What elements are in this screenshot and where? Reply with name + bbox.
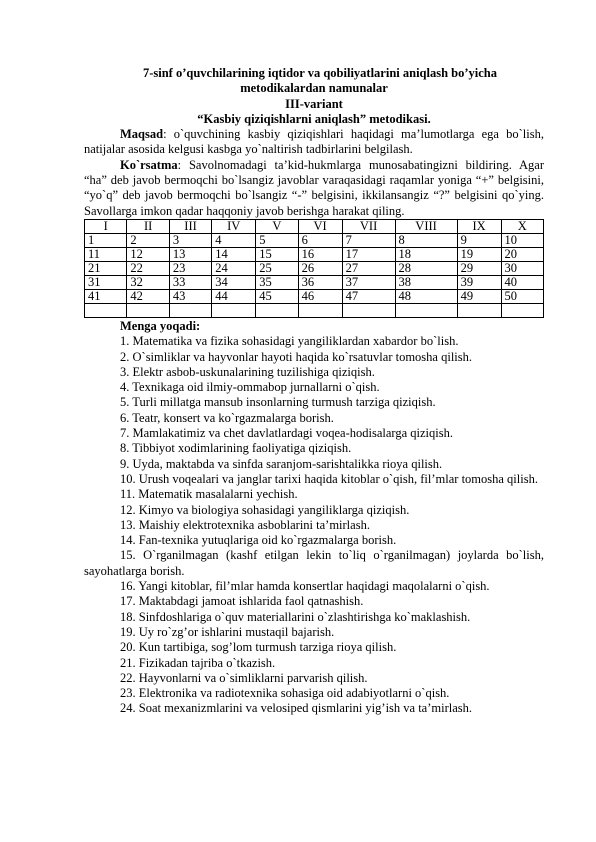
table-cell: 10 [501,233,543,247]
list-item: 13. Maishiy elektrotexnika asboblarini ta’mirlash. [120,517,370,532]
table-cell[interactable] [457,303,501,317]
table-cell: 16 [298,247,342,261]
table-cell: 45 [256,289,298,303]
table-cell: 46 [298,289,342,303]
goal-text: : o`quvchining kasbiy qiziqishlari haqidagi ma’lumotlarga ega bo`lish, natijalar asosida kelgusi kasbga yo`naltirish tadbirlarini belgilash. [84,127,544,157]
table-cell: 41 [85,289,127,303]
table-cell: 5 [256,233,298,247]
table-cell: 6 [298,233,342,247]
column-header: IX [457,219,501,233]
table-cell: 31 [85,275,127,289]
variant-label: III-variant [285,96,343,111]
table-cell: 7 [342,233,395,247]
table-cell: 22 [127,261,169,275]
list-item: 20. Kun tartibiga, sog’lom turmush tarziga rioya qilish. [120,640,397,655]
table-cell: 29 [457,261,501,275]
list-item: 11. Matematik masalalarni yechish. [120,487,298,502]
list-item: 22. Hayvonlarni va o`simliklarni parvarish qilish. [120,670,368,685]
answer-sheet-table [84,219,544,318]
list-item: 6. Teatr, konsert va ko`rgazmalarga borish. [120,410,334,425]
document-title: 7-sinf o’quvchilarining iqtidor va qobiliyatlarini aniqlash bo’yicha [142,66,498,80]
table-row [85,289,544,303]
list-item: 7. Mamlakatimiz va chet davlatlardagi voqea-hodisalarga qiziqish. [120,426,453,441]
goal-paragraph [84,127,544,158]
table-cell[interactable] [256,303,298,317]
table-cell[interactable] [127,303,169,317]
table-cell[interactable] [342,303,395,317]
table-cell: 12 [127,247,169,261]
table-cell: 33 [169,275,211,289]
table-cell: 15 [256,247,298,261]
table-row [85,233,544,247]
table-cell: 44 [212,289,256,303]
table-cell: 40 [501,275,543,289]
table-cell: 3 [169,233,211,247]
list-item: 16. Yangi kitoblar, fil’mlar hamda konsertlar haqidagi maqolalarni o`qish. [120,579,490,594]
table-cell: 43 [169,289,211,303]
table-cell: 38 [395,275,457,289]
table-cell: 36 [298,275,342,289]
list-item: 4. Texnikaga oid ilmiy-ommabop jurnallarni o`qish. [120,380,380,395]
list-item: 19. Uy ro`zg’or ishlarini mustaqil bajarish. [120,624,335,639]
table-cell: 47 [342,289,395,303]
column-header: III [169,219,211,233]
table-header-row [85,219,544,233]
table-row [85,275,544,289]
table-cell: 13 [169,247,211,261]
table-cell: 25 [256,261,298,275]
table-row [85,247,544,261]
table-cell[interactable] [169,303,211,317]
table-cell[interactable] [212,303,256,317]
table-cell: 11 [85,247,127,261]
table-cell: 28 [395,261,457,275]
list-item: 17. Maktabdagi jamoat ishlarida faol qatnashish. [120,594,364,609]
likes-section [84,319,544,717]
table-cell: 8 [395,233,457,247]
table-cell: 27 [342,261,395,275]
list-item: 1. Matematika va fizika sohasidagi yangiliklardan xabardor bo`lish. [120,334,459,349]
table-cell: 35 [256,275,298,289]
column-header: VII [342,219,395,233]
likes-heading: Menga yoqadi: [120,318,201,333]
column-header: VIII [395,219,457,233]
list-item: 12. Kimyo va biologiya sohasidagi yangiliklarga qiziqish. [120,502,410,517]
table-cell[interactable] [395,303,457,317]
table-cell: 4 [212,233,256,247]
list-item: 18. Sinfdoshlariga o`quv materiallarini o`zlashtirishga ko`maklashish. [120,609,471,624]
document-subtitle: metodikalardan namunalar [240,81,388,96]
table-cell: 21 [85,261,127,275]
likes-list [84,334,544,716]
table-cell[interactable] [298,303,342,317]
table-cell: 37 [342,275,395,289]
method-title: “Kasbiy qiziqishlarni aniqlash” metodikasi. [197,111,431,126]
table-cell: 24 [212,261,256,275]
column-header: V [256,219,298,233]
list-item: 14. Fan-texnika yutuqlariga oid ko`rgazmalarga borish. [120,533,397,548]
table-cell[interactable] [85,303,127,317]
table-cell: 14 [212,247,256,261]
table-cell: 30 [501,261,543,275]
column-header: VI [298,219,342,233]
table-cell: 18 [395,247,457,261]
table-cell: 48 [395,289,457,303]
instruction-paragraph [84,158,544,219]
list-item: 15. O`rganilmagan (kashf etilgan lekin to`liq o`rganilmagan) joylarda bo`lish, sayohatlarga borish. [84,548,544,578]
table-cell: 34 [212,275,256,289]
list-item: 24. Soat mexanizmlarini va velosiped qismlarini yig’ish va ta’mirlash. [120,701,473,716]
instruction-text: : Savolnomadagi ta’kid-hukmlarga munosabatingizni bildiring. Agar “ha” deb javob bermoqchi bo`lsangiz javoblar varaqasidagi raqamlar yoniga “+” belgisini, “yo`q” deb javob bermoqchi bo`lsangiz “-” belgisini, ikkilansangiz “?” belgisini qo`ying. Savollarga imkon qadar haqqoniy javob berishga harakat qiling. [84,157,544,218]
table-cell: 49 [457,289,501,303]
table-cell: 26 [298,261,342,275]
list-item: 9. Uyda, maktabda va sinfda saranjom-sarishtalikka rioya qilish. [120,456,443,471]
table-cell: 19 [457,247,501,261]
table-body [85,233,544,317]
table-cell: 20 [501,247,543,261]
list-item: 21. Fizikadan tajriba o`tkazish. [120,655,276,670]
list-item: 23. Elektronika va radiotexnika sohasiga oid adabiyotlarni o`qish. [120,686,450,701]
table-cell[interactable] [501,303,543,317]
list-item: 10. Urush voqealari va janglar tarixi haqida kitoblar o`qish, fil’mlar tomosha qilish. [120,471,538,486]
document-content [84,66,544,717]
table-cell: 1 [85,233,127,247]
table-row [85,261,544,275]
list-item: 8. Tibbiyot xodimlarining faoliyatiga qiziqish. [120,441,352,456]
list-item: 3. Elektr asbob-uskunalarining tuzilishiga qiziqish. [120,364,375,379]
column-header: IV [212,219,256,233]
column-header: II [127,219,169,233]
table-cell: 17 [342,247,395,261]
table-cell: 39 [457,275,501,289]
table-cell: 50 [501,289,543,303]
goal-label: Maqsad [120,127,164,142]
table-cell: 32 [127,275,169,289]
table-cell: 42 [127,289,169,303]
table-cell: 2 [127,233,169,247]
column-header: I [85,219,127,233]
list-item: 2. O`simliklar va hayvonlar hayoti haqida ko`rsatuvlar tomosha qilish. [120,349,473,364]
table-row [85,303,544,317]
list-item: 5. Turli millatga mansub insonlarning turmush tarziga qiziqish. [120,395,436,410]
table-cell: 9 [457,233,501,247]
column-header: X [501,219,543,233]
instruction-label: Ko`rsatma [120,157,178,172]
table-cell: 23 [169,261,211,275]
